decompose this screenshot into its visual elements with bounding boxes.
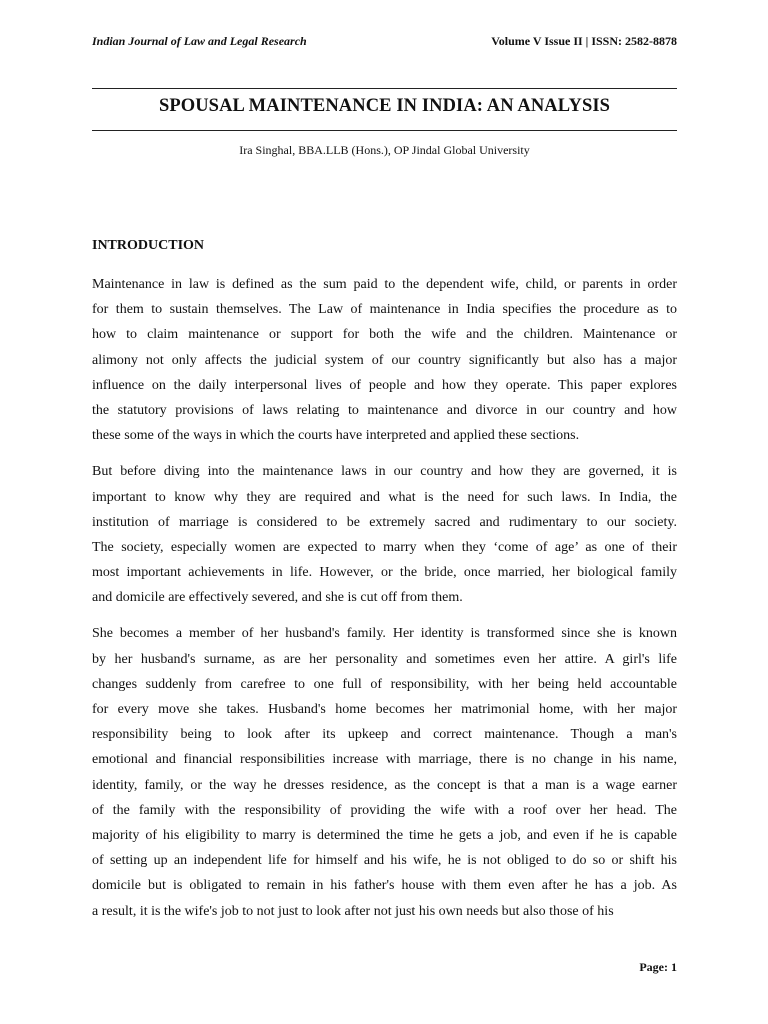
paragraph-line: how to claim maintenance or support for both the wife and the children. Maintenance or xyxy=(92,327,677,343)
paragraph-line: emotional and financial responsibilities increase with marriage, there is no change in his name, xyxy=(92,752,677,768)
paragraph-line: and domicile are effectively severed, and she is cut off from them. xyxy=(92,590,463,606)
paragraph-line: The society, especially women are expected to marry when they ‘come of age’ as one of their xyxy=(92,539,677,555)
paragraph-line: domicile but is obligated to remain in his father's house with them even after he has a job. As xyxy=(92,878,677,894)
paragraph-line: changes suddenly from carefree to one full of responsibility, with her being held accountable xyxy=(92,676,677,692)
paragraph-line: influence on the daily interpersonal lives of people and how they operate. This paper explores xyxy=(92,377,677,393)
paragraph-line: alimony not only affects the judicial system of our country significantly but also has a major xyxy=(92,352,677,368)
paragraph-line: of setting up an independent life for himself and his wife, he is not obliged to do so or shift his xyxy=(92,853,677,869)
paragraph-line: identity, family, or the way he dresses residence, as the concept is that a man is a wage earner xyxy=(92,777,677,793)
paragraph xyxy=(92,621,677,923)
paragraph-line: Maintenance in law is defined as the sum paid to the dependent wife, child, or parents in order xyxy=(92,277,677,292)
article-title: SPOUSAL MAINTENANCE IN INDIA: AN ANALYSIS xyxy=(158,96,611,116)
paragraph-line: the statutory provisions of laws relating to maintenance and divorce in our country and how xyxy=(92,402,677,418)
paragraph-line: institution of marriage is considered to be extremely sacred and rudimentary to our society. xyxy=(92,514,677,530)
body-text xyxy=(92,272,677,935)
paragraph xyxy=(92,459,677,610)
paragraph-line: of the family with the responsibility of providing the wife with a roof over her head. The xyxy=(92,802,677,818)
paragraph-line: responsibility being to look after its upkeep and correct maintenance. Though a man's xyxy=(92,727,677,743)
paragraph-line: most important achievements in life. However, or the bride, once married, her biological family xyxy=(92,565,677,581)
paragraph-line: important to know why they are required and what is the need for such laws. In India, the xyxy=(92,489,677,505)
running-header xyxy=(92,34,677,50)
page-number: Page: 1 xyxy=(639,960,677,974)
section-heading: INTRODUCTION xyxy=(92,238,205,253)
volume-issn: Volume V Issue II | ISSN: 2582-8878 xyxy=(491,34,677,48)
paragraph-line: these some of the ways in which the courts have interpreted and applied these sections. xyxy=(92,428,580,444)
paragraph-line: But before diving into the maintenance laws in our country and how they are governed, it is xyxy=(92,464,677,480)
paragraph xyxy=(92,272,677,448)
paragraph-line: by her husband's surname, as are her personality and sometimes even her attire. A girl's life xyxy=(92,651,677,667)
paragraph-line: majority of his eligibility to marry is determined the time he gets a job, and even if he is capable xyxy=(92,827,677,843)
paragraph-line: She becomes a member of her husband's family. Her identity is transformed since she is known xyxy=(92,626,677,642)
title-rule-bottom xyxy=(92,130,677,131)
author-line: Ira Singhal, BBA.LLB (Hons.), OP Jindal Global University xyxy=(239,143,530,157)
paragraph-line: for them to sustain themselves. The Law of maintenance in India specifies the procedure as to xyxy=(92,302,677,318)
paragraph-line: a result, it is the wife's job to not just to look after not just his own needs but also those of his xyxy=(92,903,614,919)
paragraph-line: for every move she takes. Husband's home becomes her matrimonial home, with her major xyxy=(92,702,677,717)
journal-name: Indian Journal of Law and Legal Research xyxy=(92,34,307,48)
title-rule-top xyxy=(92,88,677,89)
